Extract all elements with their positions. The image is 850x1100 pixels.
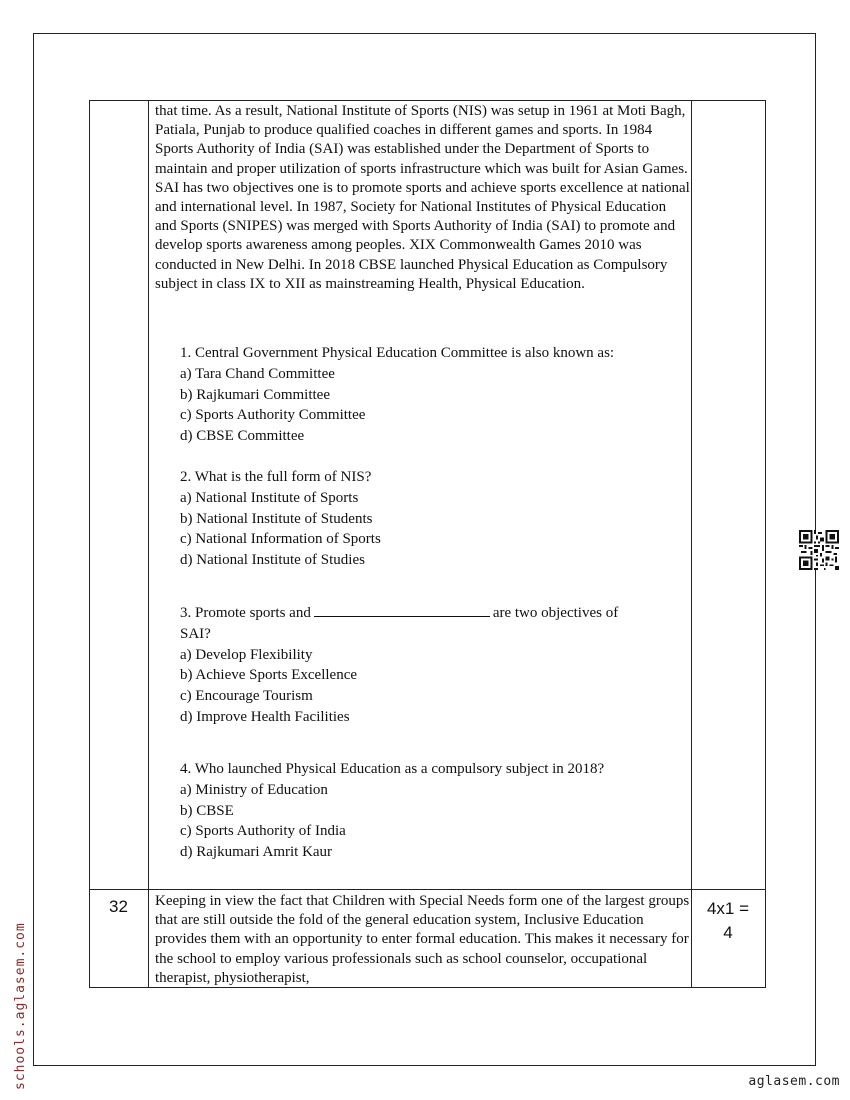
option-d: d) Rajkumari Amrit Kaur: [180, 844, 333, 861]
option-b: b) Rajkumari Committee: [180, 386, 330, 403]
question-prompt: 4. Who launched Physical Education as a compulsory subject in 2018?: [180, 761, 605, 777]
option-c: c) Sports Authority of India: [180, 823, 346, 840]
marks-allocation: [692, 897, 764, 945]
fill-in-blank: [314, 615, 490, 617]
row-divider: [90, 889, 765, 890]
watermark-schools-aglasem: schools.aglasem.com: [13, 922, 28, 1090]
question-32-passage: Keeping in view the fact that Children with Special Needs form one of the largest groups that are still outside the fold of the general education system, Inclusive Education provides them with an opportunity to enter formal education. This makes it necessary for the school to employ various professionals such as school counselor, occupational therapist, physiotherapist,: [155, 893, 690, 986]
question-number: 32: [109, 897, 128, 916]
question-4: [180, 759, 680, 863]
option-c: c) Encourage Tourism: [180, 688, 313, 705]
prompt-after-blank: are two objectives of: [492, 605, 619, 621]
column-divider-right: [691, 101, 692, 987]
option-d: d) Improve Health Facilities: [180, 708, 350, 725]
option-a: a) Tara Chand Committee: [180, 365, 335, 382]
watermark-aglasem: aglasem.com: [748, 1074, 840, 1089]
question-3: [180, 603, 680, 728]
option-c: c) Sports Authority Committee: [180, 407, 366, 424]
option-b: b) CBSE: [180, 802, 234, 819]
qr-code-icon[interactable]: [799, 530, 839, 570]
question-prompt: [180, 603, 680, 624]
question-prompt-continued: SAI?: [180, 625, 211, 642]
marks-total: 4: [723, 923, 733, 942]
question-prompt: 1. Central Government Physical Education Committee is also known as:: [180, 345, 615, 361]
option-c: c) National Information of Sports: [180, 531, 381, 548]
column-divider-left: [148, 101, 149, 987]
question-prompt: 2. What is the full form of NIS?: [180, 469, 372, 485]
option-b: b) Achieve Sports Excellence: [180, 667, 358, 684]
prompt-before-blank: 3. Promote sports and: [180, 605, 311, 621]
option-a: a) Develop Flexibility: [180, 646, 313, 663]
option-d: d) CBSE Committee: [180, 428, 305, 445]
option-d: d) National Institute of Studies: [180, 552, 365, 569]
option-a: a) Ministry of Education: [180, 781, 328, 798]
case-study-passage: that time. As a result, National Institute of Sports (NIS) was setup in 1961 at Moti Bagh, Patiala, Punjab to produce qualified coaches in different games and sports. In 1984 Sports Authority of India (SAI) was established under the Department of Sports to maintain and proper utilization of sports infrastructure which was built for Asian Games. SAI has two objectives one is to promote sports and achieve sports excellence at national and international level. In 1987, Society for National Institutes of Physical Education and Sports (SNIPES) was merged with Sports Authority of India (SAI) to promote and develop sports awareness among peoples. XIX Commonwealth Games 2010 was conducted in New Delhi. In 2018 CBSE launched Physical Education as Compulsory subject in class IX to XII as mainstreaming Health, Physical Education.: [155, 103, 690, 292]
marks-formula: 4x1 =: [706, 899, 750, 918]
question-1: [180, 343, 680, 447]
option-b: b) National Institute of Students: [180, 510, 373, 527]
option-a: a) National Institute of Sports: [180, 489, 359, 506]
question-2: [180, 467, 680, 571]
